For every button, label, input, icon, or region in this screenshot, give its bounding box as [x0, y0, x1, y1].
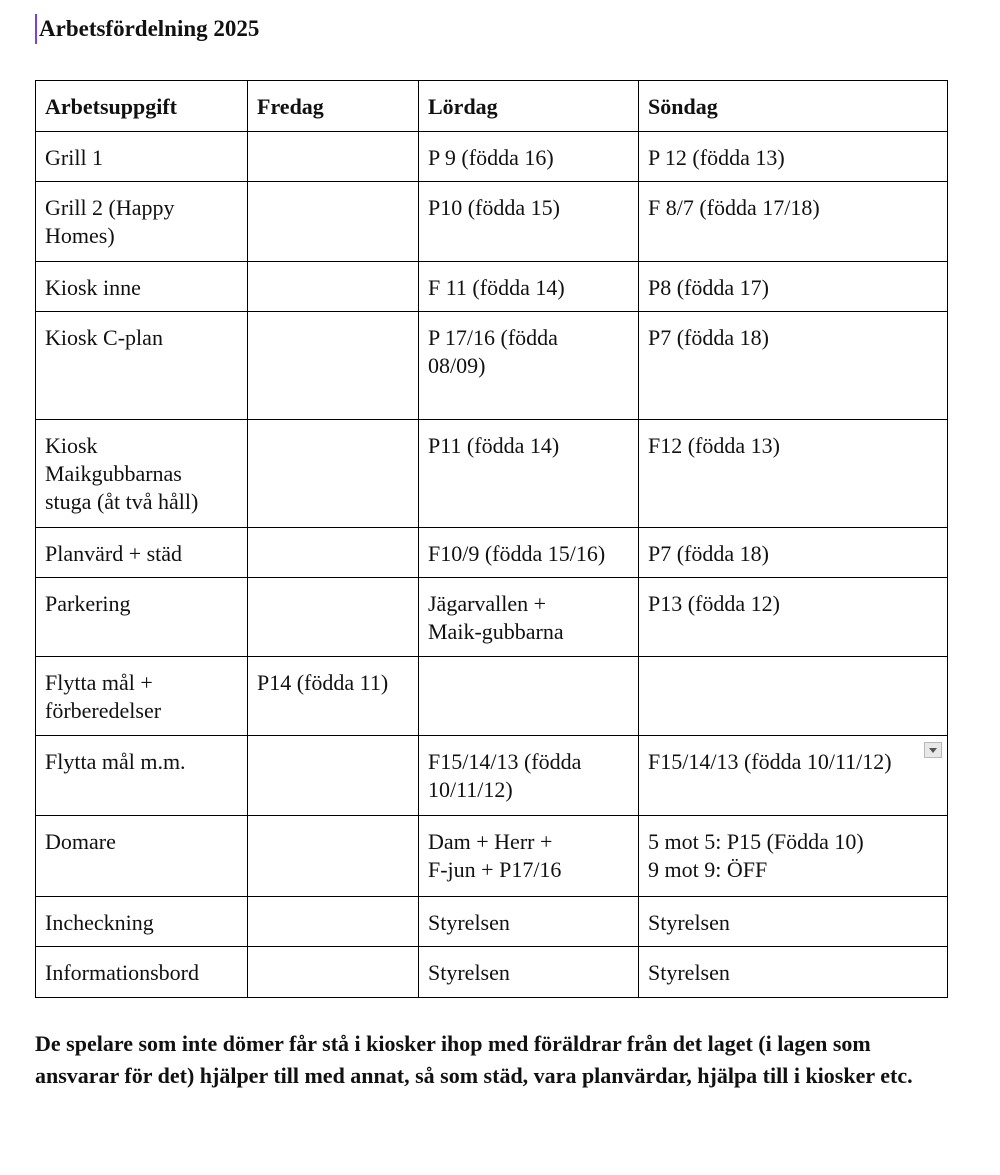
cell-text: Incheckning: [45, 910, 154, 935]
cell-friday: [248, 182, 419, 262]
cell-text: Flytta mål +: [45, 670, 153, 695]
cell-text: Kiosk C-plan: [45, 325, 163, 350]
cell-text: F-jun + P17/16: [428, 857, 562, 882]
cell-task: [36, 947, 248, 998]
cell-sunday: [639, 657, 948, 736]
cell-sunday: [639, 897, 948, 947]
cell-text: Domare: [45, 829, 116, 854]
table-row: [36, 132, 948, 182]
cell-text: P 12 (födda 13): [648, 145, 785, 170]
cell-task: [36, 578, 248, 657]
cell-friday: [248, 897, 419, 947]
cell-friday: [248, 420, 419, 528]
cell-text: Planvärd + städ: [45, 541, 183, 566]
cell-text: Parkering: [45, 591, 131, 616]
cell-text: P 17/16 (födda: [428, 325, 558, 350]
cell-friday: [248, 528, 419, 578]
cell-saturday: [419, 897, 639, 947]
cell-text: Informationsbord: [45, 960, 199, 985]
cell-sunday: [639, 816, 948, 897]
cell-text: P14 (födda 11): [257, 670, 389, 695]
cell-sunday: [639, 947, 948, 998]
cell-saturday: [419, 528, 639, 578]
cell-text: 9 mot 9: ÖFF: [648, 857, 768, 882]
cell-text: Jägarvallen +: [428, 591, 547, 616]
cell-task: [36, 312, 248, 420]
cell-text: Maik-gubbarna: [428, 619, 564, 644]
table-row: [36, 578, 948, 657]
cell-friday: [248, 578, 419, 657]
cell-text: 10/11/12): [428, 777, 513, 802]
cell-text: Styrelsen: [648, 960, 730, 985]
table-row: [36, 528, 948, 578]
cell-text: Kiosk inne: [45, 275, 141, 300]
table-row: [36, 182, 948, 262]
cell-text: Homes): [45, 223, 115, 248]
header-cell-task: Arbetsuppgift: [36, 81, 248, 132]
table-row: [36, 736, 948, 816]
cell-text: Flytta mål m.m.: [45, 749, 186, 774]
cell-text: P11 (födda 14): [428, 433, 560, 458]
cell-text: F 11 (födda 14): [428, 275, 565, 300]
cell-sunday: [639, 736, 948, 816]
cell-task: [36, 262, 248, 312]
cell-friday: [248, 262, 419, 312]
table-row: [36, 657, 948, 736]
cell-sunday: [639, 528, 948, 578]
cell-saturday: [419, 312, 639, 420]
cell-friday: [248, 816, 419, 897]
cell-friday: [248, 657, 419, 736]
cell-text: Dam + Herr +: [428, 829, 553, 854]
cell-sunday: [639, 312, 948, 420]
cell-task: [36, 182, 248, 262]
cell-text: stuga (åt två håll): [45, 489, 199, 514]
cell-saturday: [419, 182, 639, 262]
cell-text: 08/09): [428, 353, 486, 378]
cell-sunday: [639, 182, 948, 262]
header-cell-saturday: Lördag: [419, 81, 639, 132]
document-title: Arbetsfördelning 2025: [35, 14, 259, 44]
footer-note: De spelare som inte dömer får stå i kiosker ihop med föräldrar från det laget (i lagen som ansvarar för det) hjälper till med annat, så som städ, vara planvärdar, hjälpa till i kiosker etc.: [35, 1031, 913, 1088]
dropdown-arrow-icon[interactable]: [924, 742, 942, 758]
cell-text: Styrelsen: [428, 960, 510, 985]
cell-sunday: [639, 420, 948, 528]
table-row: [36, 816, 948, 897]
cell-sunday: [639, 132, 948, 182]
cell-friday: [248, 312, 419, 420]
cell-text: förberedelser: [45, 698, 162, 723]
cell-text: 5 mot 5: P15 (Födda 10): [648, 829, 864, 854]
table-row: [36, 420, 948, 528]
table-row: [36, 947, 948, 998]
cell-saturday: [419, 736, 639, 816]
cell-saturday: [419, 578, 639, 657]
cell-text: Grill 1: [45, 145, 104, 170]
cell-text: P8 (födda 17): [648, 275, 769, 300]
cell-saturday: [419, 420, 639, 528]
cell-text: Styrelsen: [648, 910, 730, 935]
cell-saturday: [419, 816, 639, 897]
cell-saturday: [419, 132, 639, 182]
cell-text: P10 (födda 15): [428, 195, 560, 220]
table-row: [36, 262, 948, 312]
cell-text: P7 (födda 18): [648, 541, 769, 566]
cell-task: [36, 816, 248, 897]
table-row: [36, 897, 948, 947]
cell-text: Kiosk: [45, 433, 98, 458]
cell-text: P 9 (födda 16): [428, 145, 554, 170]
cell-sunday: [639, 262, 948, 312]
work-schedule-table: [35, 80, 948, 998]
cell-friday: [248, 132, 419, 182]
cell-friday: [248, 736, 419, 816]
cell-text: F 8/7 (födda 17/18): [648, 195, 820, 220]
cell-text: F15/14/13 (födda 10/11/12): [648, 749, 892, 774]
cell-text: F10/9 (födda 15/16): [428, 541, 606, 566]
cell-task: [36, 736, 248, 816]
table-row: [36, 312, 948, 420]
cell-task: [36, 657, 248, 736]
cell-text: P13 (födda 12): [648, 591, 780, 616]
table-body: [36, 132, 948, 998]
cell-task: [36, 897, 248, 947]
cell-saturday: [419, 947, 639, 998]
cell-sunday: [639, 578, 948, 657]
cell-task: [36, 132, 248, 182]
cell-saturday: [419, 657, 639, 736]
cell-task: [36, 420, 248, 528]
header-row: [36, 81, 948, 132]
cell-text: P7 (födda 18): [648, 325, 769, 350]
cell-text: Maikgubbarnas: [45, 461, 182, 486]
cell-saturday: [419, 262, 639, 312]
cell-text: Grill 2 (Happy: [45, 195, 175, 220]
header-cell-friday: Fredag: [248, 81, 419, 132]
cell-text: Styrelsen: [428, 910, 510, 935]
cell-friday: [248, 947, 419, 998]
cell-text: F12 (födda 13): [648, 433, 780, 458]
cell-task: [36, 528, 248, 578]
cell-text: F15/14/13 (födda: [428, 749, 582, 774]
header-cell-sunday: Söndag: [639, 81, 948, 132]
